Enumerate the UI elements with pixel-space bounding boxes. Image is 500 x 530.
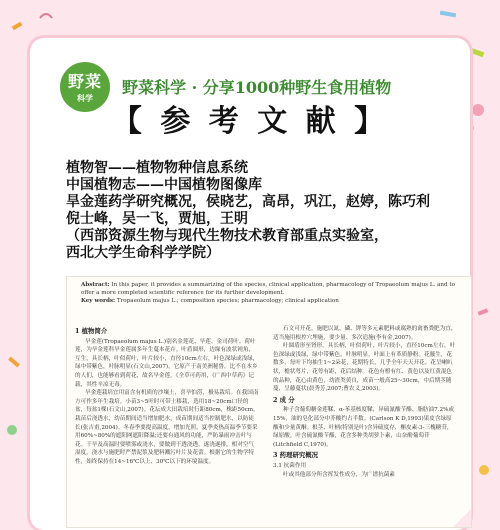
subsection-heading: 3.1 抗菌作用 [273,462,307,469]
paragraph: 叶或其他部分所含挥发性成分，为广谱抗菌素 [283,471,395,478]
paragraph: 旱金莲(Tropaeolum majus L.)别名金莲花、旱莲、金司荷叶、荷叶莲，为旱金莲科旱金莲属多年生蔓本花卉。叶盾圆形，边缘有波状钝角，互生，具长柄，叶似荷叶，叶片较小，直径10cm左右，叶色深绿或浅绿，绿中带紫色，叶脉明显(石文山,2007)。它原产于南美洲秘鲁，比不在本乡的人们，也能够看到荷花，故名旱金莲。《全草可药用，《广西中草药》记载，其性辛凉无毒。 [75,338,259,388]
paragraph: 种子含葡萄糖金莲鞣、α-苯基核度鞣，异硫氰酸苄酯、脂肪油7.2%或15%，油的皂化部分中芥酸约占半数。(Carlson K D,1993)果皮含绿原酸和少量黄酮。根茎、叶柄(特别是叶)含异硫度存，槲皮素-3-三槐糖苷，绿原酸。叶含硫氰酸苄酯，花含多种类胡萝卜素，山奈酚葡萄苷(Litchfield C,1970)。 [273,407,454,448]
paper-abstract [81,281,461,305]
reference-line: 旱金莲药学研究概况，侯晓艺，高昂，巩江，赵婷，陈巧利 [66,194,430,210]
paper-left-column [75,325,259,467]
references-heading: 【 参 考 文 献 】 [111,104,389,139]
logo-text-primary: 野菜 [67,72,102,91]
keywords-label: Key words: [81,298,116,304]
keywords-text: Tropaeolum majus L.; composition species; pharmacology; clinical application [116,298,339,304]
reference-line: （西部资源生物与现代生物技术教育部重点实验室， [66,228,388,244]
logo-text-secondary: 科学 [77,93,93,103]
page-curl [453,509,471,527]
abstract-label: Abstract: [81,282,110,288]
paper-right-column [273,325,457,479]
reference-line: 倪士峰，吴一飞，贾旭，王明 [66,211,248,227]
reference-line: 中国植物志——中国植物图像库 [66,177,262,193]
paragraph: 旱金莲栽培宜用富含有机质的沙壤土，喜旱怕涝，极易栽培。在我国南方可作多年生栽培。小苗3~5叶时可带土移栽，选用18~20cm口径的盆，每盆1棵(石文山,2007)。花坛成大田栽培时行距80cm，株距50cm，栽苗后浇透水，幼苗期间适当增加肥水，成苗期间适当控制肥水，以防徒长(张吉甫,2004)。冬春季要提高温度，增加光照，夏季炎热高温季节要采用60%~80%的遮阳网遮阳降温;还要有通风的功能，严防暴雨冲击叶与花。干旱及高温时要喷雾或浇水，要做到干透浇透，遂浇遂排，相对空气湿度，浇水与施肥时严禁泥浆及肥料溅污叶片及花蕾。根据它的生物学特性，始终保持在14~16℃以上、30℃以下的环境温度。 [75,390,259,465]
section-heading: 2 成 分 [273,395,295,404]
abstract-text: In this paper, it provides a summarizing of the species, clinical application, pharmacology of Tropaeolum majus L. and to offer a more completed scientific reference for its further development. [81,282,456,296]
section-heading: 3 药理研究概况 [273,451,319,460]
header-title: 野菜科学 · 分享1000种野生食用植物 [122,78,392,97]
reference-line: 植物智——植物物种信息系统 [66,160,248,176]
paragraph: 叶圆盾形至肾形，具长柄，叶似荷叶，叶片较小，直径10cm左右，叶色深绿或浅绿，绿中带紫色，叶脉明显，叶面上有革质静粉。花腋生，花数多，每叶下均抽生1~2朵花，花期特长，几乎全年天天开花。花呈喇叭状，檐状萼片，花萼有距，花后结种。花色有橙有红、黄色以及红黄混色的品种，花心由黄色，幼渣类黄自，成苗一般高25~30cm，中后期茎随蔓，呈藤蔓状(晨秀芳,2007;曹农义,2003)。 [273,343,456,393]
paragraph: 石文可开花。施肥以氮、磷、钾等多元素肥料或腐熟的禽畜粪肥为宜，适当施用根控穴埋施，要少量、多次追施(李有金,2007)。 [273,326,457,341]
reference-line: 西北大学生命科学学院） [66,245,220,261]
paper-excerpt-image [66,276,472,528]
references-list [66,160,466,262]
section-heading: 1 植物简介 [75,327,108,335]
